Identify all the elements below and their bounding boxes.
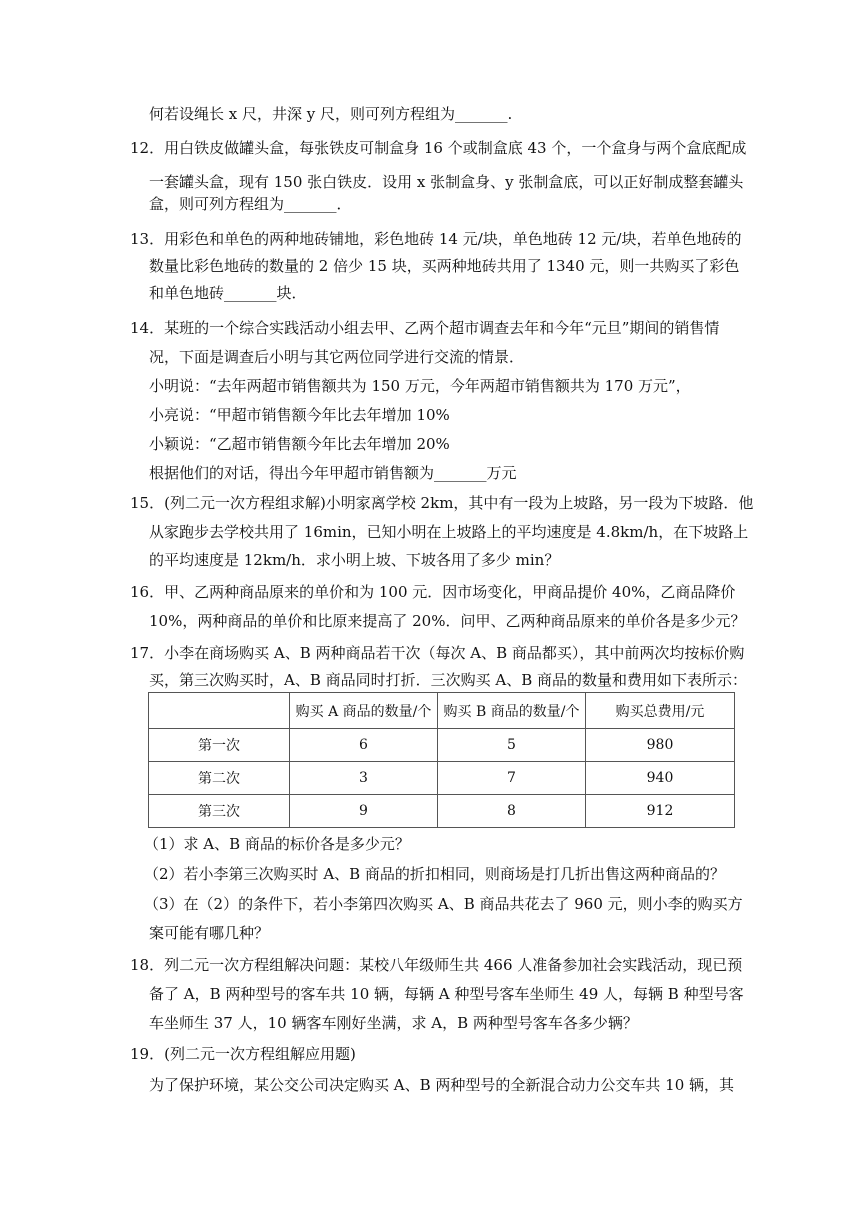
text-line: 19．(列二元一次方程组解应用题) [130, 1045, 356, 1063]
table-cell: 第三次 [149, 795, 290, 828]
table-cell: 第一次 [149, 729, 290, 762]
table-cell: 6 [290, 729, 438, 762]
table-header-cell [149, 693, 290, 729]
text-line: 一套罐头盒，现有 150 张白铁皮．设用 x 张制盒身、y 张制盒底，可以正好制成整套罐头 [149, 173, 744, 191]
table-cell: 7 [438, 762, 586, 795]
table-cell: 第二次 [149, 762, 290, 795]
text-line: 根据他们的对话，得出今年甲超市销售额为_______万元 [149, 464, 517, 482]
table-cell: 980 [586, 729, 735, 762]
text-line: 备了 A，B 两种型号的客车共 10 辆，每辆 A 种型号客车坐师生 49 人，每辆 B 种型号客 [149, 985, 744, 1003]
text-line: 车坐师生 37 人，10 辆客车刚好坐满，求 A，B 两种型号客车各多少辆？ [149, 1014, 638, 1032]
text-line: 小明说：“去年两超市销售额共为 150 万元，今年两超市销售额共为 170 万元”， [149, 377, 691, 395]
text-line: 17．小李在商场购买 A、B 两种商品若干次（每次 A、B 商品都买），其中前两次均按标价购 [130, 644, 745, 662]
text-line: （2）若小李第三次购买时 A、B 商品的折扣相同，则商场是打几折出售这两种商品的？ [144, 865, 725, 883]
text-line: 案可能有哪几种？ [149, 924, 270, 942]
text-line: 的平均速度是 12km/h．求小明上坡、下坡各用了多少 min？ [149, 551, 560, 569]
text-line: 小亮说：“甲超市销售额今年比去年增加 10% [149, 406, 450, 424]
text-line: 和单色地砖_______块． [149, 284, 307, 302]
table-header-cell: 购买 A 商品的数量/个 [290, 693, 438, 729]
text-line: （1）求 A、B 商品的标价各是多少元？ [144, 835, 410, 853]
table-header-cell: 购买总费用/元 [586, 693, 735, 729]
table-cell: 9 [290, 795, 438, 828]
text-line: 从家跑步去学校共用了 16min，已知小明在上坡路上的平均速度是 4.8km/h，在下坡路上 [149, 523, 749, 541]
text-line: 15．(列二元一次方程组求解)小明家离学校 2km，其中有一段为上坡路，另一段为下坡路．他 [130, 494, 754, 512]
table-row [149, 795, 735, 828]
text-line: （3）在（2）的条件下，若小李第四次购买 A、B 商品共花去了 960 元，则小李的购买方 [144, 895, 743, 913]
text-line: 买，第三次购买时，A、B 商品同时打折．三次购买 A、B 商品的数量和费用如下表所示： [149, 671, 748, 689]
text-line: 12．用白铁皮做罐头盒，每张铁皮可制盒身 16 个或制盒底 43 个，一个盒身与两个盒底配成 [130, 139, 747, 157]
table-header-cell: 购买 B 商品的数量/个 [438, 693, 586, 729]
text-line: 18．列二元一次方程组解决问题：某校八年级师生共 466 人准备参加社会实践活动，现已预 [130, 956, 743, 974]
purchase-table [148, 692, 735, 828]
table-cell: 3 [290, 762, 438, 795]
text-line: 14．某班的一个综合实践活动小组去甲、乙两个超市调查去年和今年“元旦”期间的销售情 [130, 319, 720, 337]
text-line: 况，下面是调查后小明与其它两位同学进行交流的情景． [149, 348, 525, 366]
table-cell: 5 [438, 729, 586, 762]
text-line: 小颖说：“乙超市销售额今年比去年增加 20% [149, 435, 450, 453]
text-line: 13．用彩色和单色的两种地砖铺地，彩色地砖 14 元/块，单色地砖 12 元/块，若单色地砖的 [130, 230, 742, 248]
table-header-row [149, 693, 735, 729]
text-line: 为了保护环境，某公交公司决定购买 A、B 两种型号的全新混合动力公交车共 10 辆，其 [149, 1076, 735, 1094]
table-cell: 940 [586, 762, 735, 795]
table-row [149, 729, 735, 762]
table-cell: 8 [438, 795, 586, 828]
text-line: 盒，则可列方程组为_______． [149, 195, 352, 213]
text-line: 10%，两种商品的单价和比原来提高了 20%．问甲、乙两种商品原来的单价各是多少元？ [149, 612, 746, 630]
table-cell: 912 [586, 795, 735, 828]
table-row [149, 762, 735, 795]
text-line: 何若设绳长 x 尺，井深 y 尺，则可列方程组为_______. [149, 105, 513, 123]
text-line: 16．甲、乙两种商品原来的单价和为 100 元．因市场变化，甲商品提价 40%，乙商品降价 [130, 583, 736, 601]
text-line: 数量比彩色地砖的数量的 2 倍少 15 块，买两种地砖共用了 1340 元，则一共购买了彩色 [149, 257, 740, 275]
